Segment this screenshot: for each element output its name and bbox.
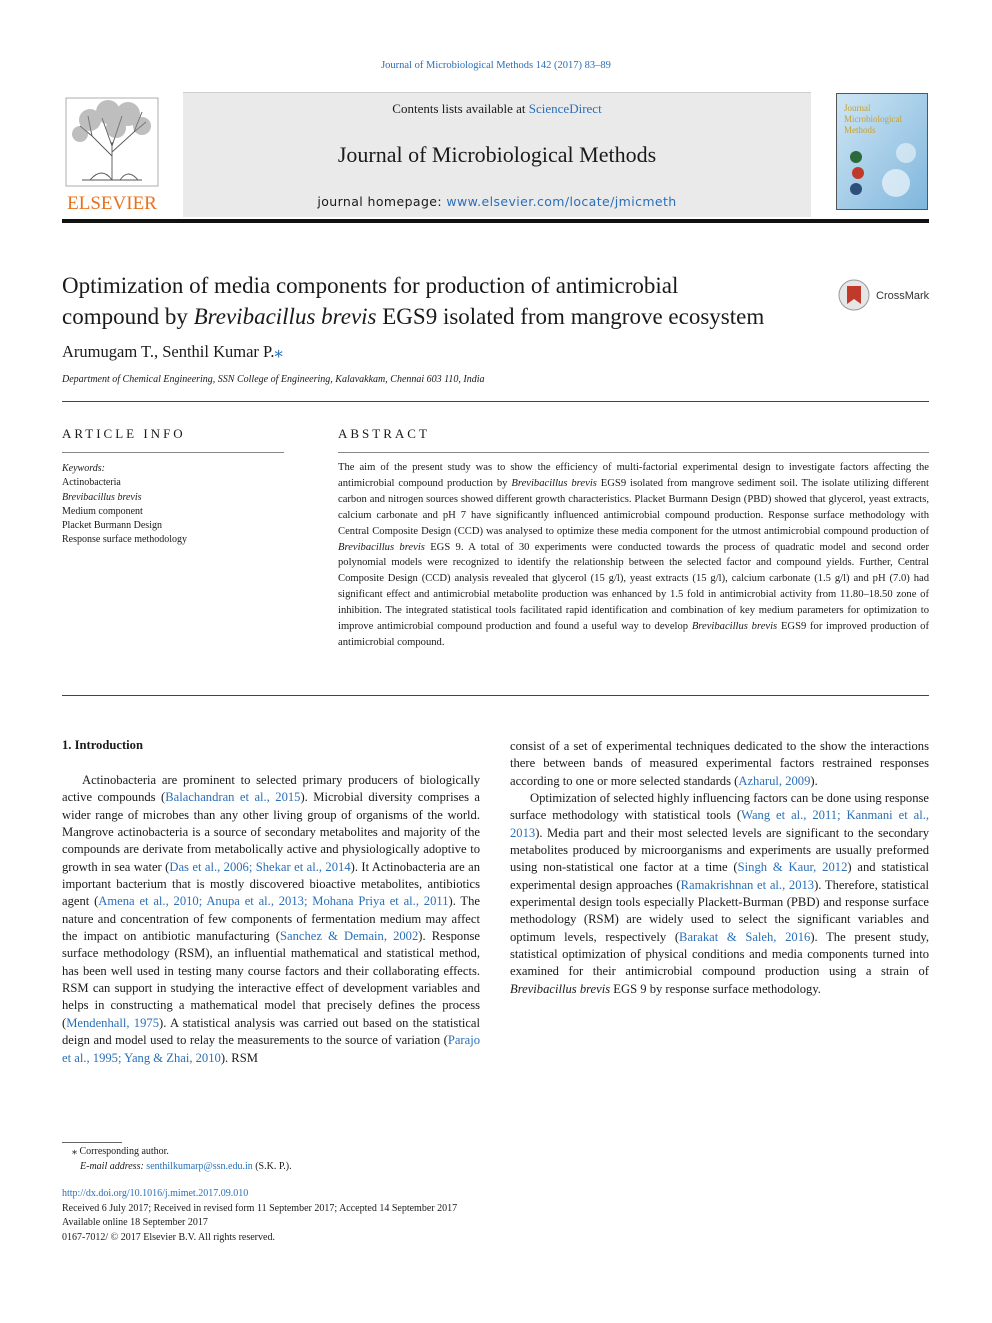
citation-link[interactable]: Singh & Kaur, 2012: [737, 860, 848, 875]
citation-link[interactable]: Sanchez & Demain, 2002: [280, 929, 419, 944]
doi-link[interactable]: http://dx.doi.org/10.1016/j.mimet.2017.09.010: [62, 1188, 249, 1199]
keyword-item: Placket Burmann Design: [62, 520, 162, 532]
corresponding-footnote: ⁎ Corresponding author.: [72, 1146, 169, 1157]
keyword-item: Brevibacillus brevis: [62, 491, 142, 503]
section-heading-introduction: 1. Introduction: [62, 738, 143, 752]
body-column-left: [62, 772, 480, 1067]
citation-link[interactable]: Parajo et al., 1995; Yang & Zhai, 2010: [62, 1033, 480, 1065]
homepage-link[interactable]: www.elsevier.com/locate/jmicmeth: [446, 194, 677, 209]
journal-cover: [836, 93, 928, 210]
abstract-rule: [338, 452, 929, 453]
svg-text:Methods: Methods: [844, 125, 876, 135]
citation-link[interactable]: Mendenhall, 1975: [66, 1015, 159, 1030]
crossmark-icon: [838, 278, 938, 312]
crossmark-badge[interactable]: [838, 278, 938, 312]
footnote-rule: [62, 1142, 122, 1143]
svg-text:Journal: Journal: [844, 103, 871, 113]
elsevier-tree-icon: [62, 96, 162, 214]
keywords-block: [62, 462, 292, 548]
elsevier-wordmark: ELSEVIER: [67, 193, 157, 214]
header-rule: [62, 219, 929, 223]
received-dates: Received 6 July 2017; Received in revised form 11 September 2017; Accepted 14 September 2017: [62, 1202, 458, 1214]
citation-link[interactable]: Das et al., 2006; Shekar et al., 2014: [169, 859, 351, 874]
section-rule: [62, 401, 929, 402]
citation-link[interactable]: Azharul, 2009: [738, 773, 811, 788]
copyright: 0167-7012/ © 2017 Elsevier B.V. All rights reserved.: [62, 1231, 275, 1243]
abstract-heading: ABSTRACT: [338, 426, 430, 441]
article-info-rule: [62, 452, 284, 453]
paragraph: Optimization of selected highly influencing factors can be done using response surface methodology with statistical tools (Wang et al., 2011; Kanmani et al., 2013). Media part and their most selected levels are significant to the secondary metabolites produced by microorganisms and experiments are usually preformed using non-statistical one factor at a time (Singh & Kaur, 2012) and statistical experimental design approaches (Ramakrishnan et al., 2013). Therefore, statistical experimental design tools especially Plackett-Burman (PBD) and response surface methodology (RSM) are widely used to select the significant variables and optimum levels, respectively (Barakat & Saleh, 2016). The present study, statistical optimization of physical conditions and media components turned into examined for their antimicrobial compound production using a strain of Brevibacillus brevis EGS 9 by response surface methodology.: [510, 791, 930, 996]
journal-banner: [183, 92, 811, 217]
paragraph: Actinobacteria are prominent to selected primary producers of biologically active compounds (Balachandran et al., 2015). Microbial diversity comprises a wider range of microbes than any other living group of organisms of the world. Mangrove actinobacteria is a source of secondary metabolites and majority of the compounds are derivate from metabolically active and physiologically adoptive to growth in sea water (Das et al., 2006; Shekar et al., 2014). It Actinobacteria are an important bacterium that is mostly discovered bioactive metabolites, antibiotics agent (Amena et al., 2010; Anupa et al., 2013; Mohana Priya et al., 2011). The nature and concentration of few components of fermentation medium may affect the impact on antibiotic manufacturing (Sanchez & Demain, 2002). Response surface methodology (RSM), an influential mathematical and statistical method, has been well used in testing many course factors and their collaborating effects. RSM can support in studying the interactive effect of development variables and helps in constructing a mathematical model that precisely defines the process (Mendenhall, 1975). A statistical analysis was carried out based on the statistical deign and model used to relay the measurements to the source of variation (Parajo et al., 1995; Yang & Zhai, 2010). RSM: [62, 773, 481, 1065]
elsevier-logo: [62, 96, 162, 214]
citation-link[interactable]: Ramakrishnan et al., 2013: [680, 877, 815, 892]
available-online: Available online 18 September 2017: [62, 1217, 208, 1228]
citation-link[interactable]: Balachandran et al., 2015: [165, 790, 301, 805]
keyword-item: Actinobacteria: [62, 477, 121, 489]
corresponding-author-mark[interactable]: ⁎: [274, 342, 283, 361]
homepage-line: journal homepage: www.elsevier.com/locate/jmicmeth: [317, 194, 677, 209]
cover-image-icon: [836, 93, 928, 210]
keyword-item: Medium component: [62, 505, 143, 517]
citation-link[interactable]: Wang et al., 2011; Kanmani et al., 2013: [510, 808, 929, 840]
contents-line: Contents lists available at ScienceDirect: [392, 101, 602, 116]
citation-link[interactable]: Barakat & Saleh, 2016: [679, 929, 811, 944]
svg-text:Microbiological: Microbiological: [844, 114, 902, 124]
email-link[interactable]: senthilkumarp@ssn.edu.in: [146, 1161, 253, 1172]
author-list: Arumugam T., Senthil Kumar P.⁎: [62, 342, 283, 361]
citation-link[interactable]: Amena et al., 2010; Anupa et al., 2013; Mohana Priya et al., 2011: [98, 894, 449, 909]
section-rule: [62, 695, 929, 696]
sciencedirect-link[interactable]: ScienceDirect: [528, 101, 602, 116]
journal-reference[interactable]: Journal of Microbiological Methods 142 (2017) 83–89: [381, 60, 611, 71]
article-info-heading: ARTICLE INFO: [62, 426, 186, 441]
journal-title: Journal of Microbiological Methods: [337, 142, 657, 167]
email-footnote: E-mail address: senthilkumarp@ssn.edu.in (S.K. P.).: [80, 1161, 292, 1172]
svg-text:CrossMark: CrossMark: [876, 290, 930, 302]
abstract-text: The aim of the present study was to show the efficiency of multi-factorial experimental design to investigate factors affecting the antimicrobial compound production by Brevibacillus brevis EGS9 isolated from mangrove sediment soil. The isolate utilizing different carbon and nitrogen sources showed different growth characteristics. Placket Burmann Design (PBD) showed that glycerol, yeast extracts, calcium carbonate and pH 7 have significantly influenced antimicrobial compound production. Response surface methodology with Central Composite Design (CCD) was analysed to optimize these media component for the utmost antimicrobial compound production of Brevibacillus brevis EGS 9. A total of 30 experiments were conducted towards the process of quadratic model and second order polynomial models were recognized to identify the relationship between the selected factor and compound yields. Further, Central Composite Design (CCD) analysis revealed that glycerol (15 g/l), yeast extracts (15 g/l), calcium carbonate (1.5 g/l) and pH (7.0) had significant effect and antimicrobial metabolite production was enhanced by 1.5 fold in antimicrobial activity from 11.80–18.50 zone of inhibition. The integrated statistical tools facilitated rapid identification and combination of key medium parameters for optimization to improve antimicrobial compound production and found a useful way to develop Brevibacillus brevis EGS9 for improved production of antimicrobial compound.: [338, 462, 929, 648]
affiliation: Department of Chemical Engineering, SSN College of Engineering, Kalavakkam, Chennai 603 110, India: [62, 374, 485, 385]
keywords-label: Keywords:: [62, 463, 105, 474]
publication-info: [62, 1187, 457, 1245]
article-title: Optimization of media components for production of antimicrobial compound by Brevibacillus brevis EGS9 isolated from mangrove ecosystem: [62, 273, 765, 329]
paragraph: consist of a set of experimental techniques dedicated to the show the interactions there between bands of measured experimental factors restrained responses according to one or more selected standards (Azharul, 2009).: [510, 739, 929, 788]
keyword-item: Response surface methodology: [62, 534, 187, 546]
body-column-right: [510, 738, 929, 998]
